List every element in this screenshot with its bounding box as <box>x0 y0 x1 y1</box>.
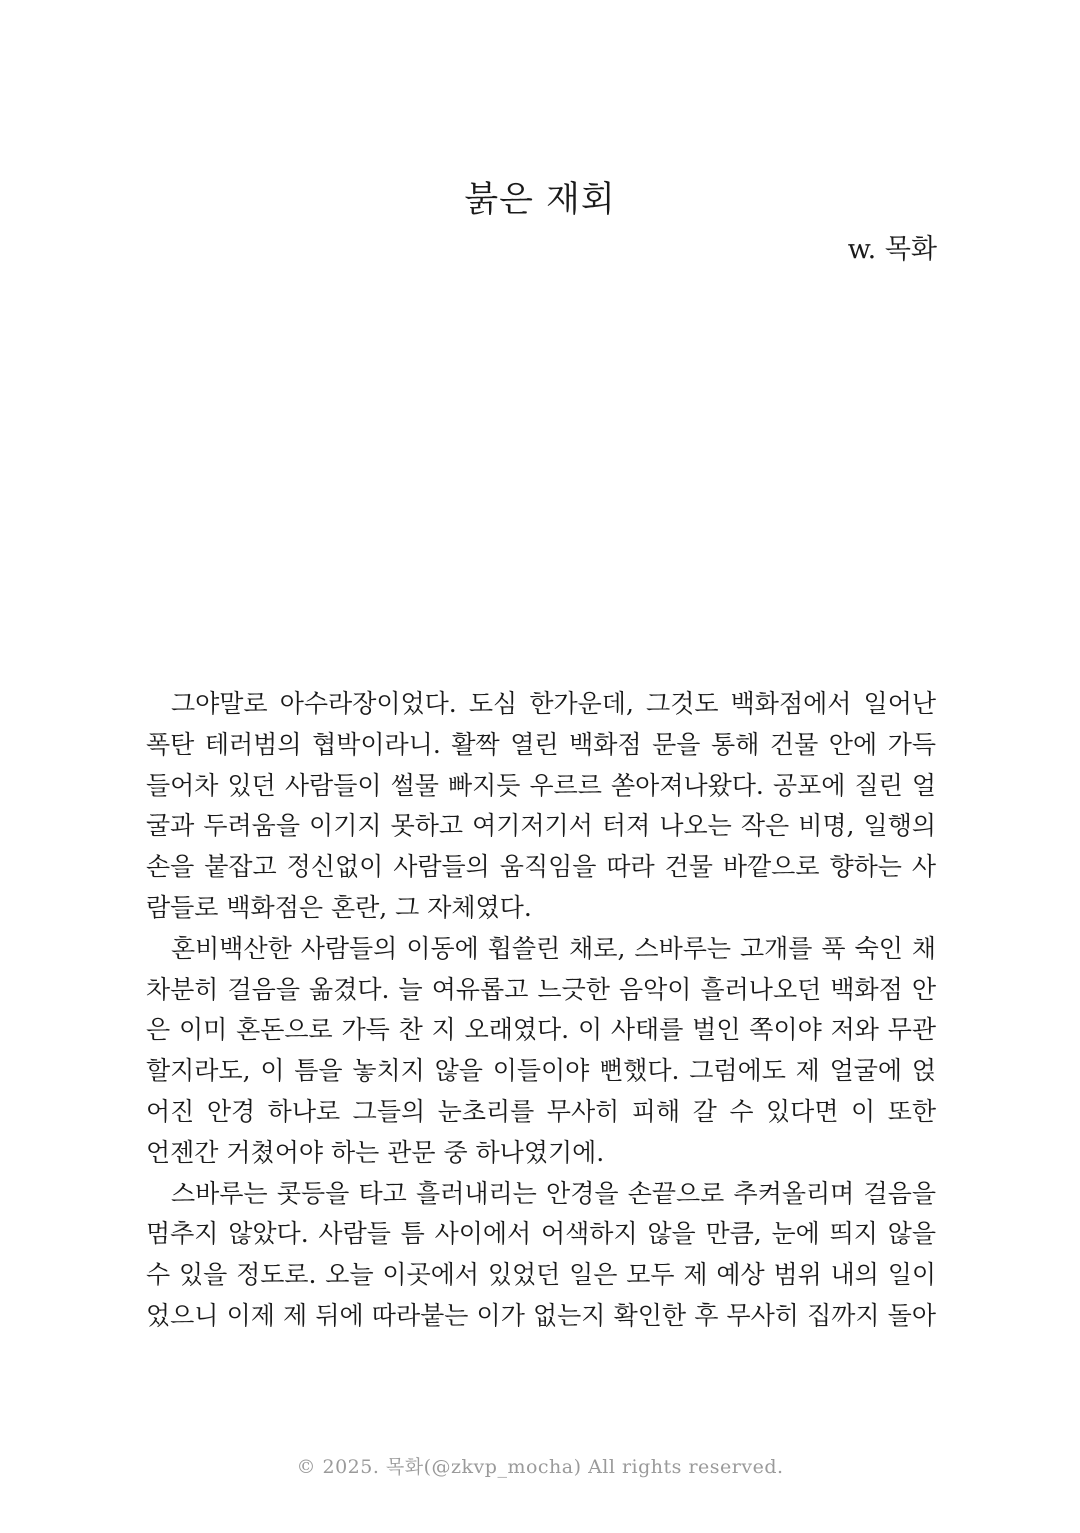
text-line: 스바루는 콧등을 타고 흘러내리는 안경을 손끝으로 추켜올리며 걸음을 <box>171 1178 936 1208</box>
text-line: 폭탄 테러범의 협박이라니. 활짝 열린 백화점 문을 통해 건물 안에 가득 <box>146 729 936 759</box>
text-line: 들어차 있던 사람들이 썰물 빠지듯 우르르 쏟아져나왔다. 공포에 질린 얼 <box>146 770 936 800</box>
text-line: 할지라도, 이 틈을 놓치지 않을 이들이야 뻔했다. 그럼에도 제 얼굴에 얹 <box>146 1056 936 1086</box>
text-line: 손을 붙잡고 정신없이 사람들의 움직임을 따라 건물 바깥으로 향하는 사 <box>146 852 936 882</box>
text-line: 멈추지 않았다. 사람들 틈 사이에서 어색하지 않을 만큼, 눈에 띄지 않을 <box>146 1219 936 1249</box>
copyright-footer: © 2025. 목화(@zkvp_mocha) All rights reserved. <box>296 1456 784 1478</box>
text-line: 언젠간 거쳤어야 하는 관문 중 하나였기에. <box>146 1137 605 1167</box>
text-line: 그야말로 아수라장이었다. 도심 한가운데, 그것도 백화점에서 일어난 <box>171 689 936 718</box>
text-line: 은 이미 혼돈으로 가득 찬 지 오래였다. 이 사태를 벌인 쪽이야 저와 무관 <box>146 1015 936 1045</box>
text-line: 혼비백산한 사람들의 이동에 휩쓸린 채로, 스바루는 고개를 푹 숙인 채 <box>171 933 936 963</box>
author-byline: w. 목화 <box>847 234 937 265</box>
text-line: 수 있을 정도로. 오늘 이곳에서 있었던 일은 모두 제 예상 범위 내의 일이 <box>146 1260 936 1290</box>
document-title: 붉은 재회 <box>464 180 616 220</box>
text-line: 람들로 백화점은 혼란, 그 자체였다. <box>146 892 532 922</box>
body-text <box>146 684 936 1337</box>
text-line: 었으니 이제 제 뒤에 따라붙는 이가 없는지 확인한 후 무사히 집까지 돌아 <box>146 1300 936 1330</box>
text-line: 굴과 두려움을 이기지 못하고 여기저기서 터져 나오는 작은 비명, 일행의 <box>146 811 936 841</box>
text-line: 차분히 걸음을 옮겼다. 늘 여유롭고 느긋한 음악이 흘러나오던 백화점 안 <box>146 974 936 1004</box>
text-line: 어진 안경 하나로 그들의 눈초리를 무사히 피해 갈 수 있다면 이 또한 <box>146 1096 936 1126</box>
